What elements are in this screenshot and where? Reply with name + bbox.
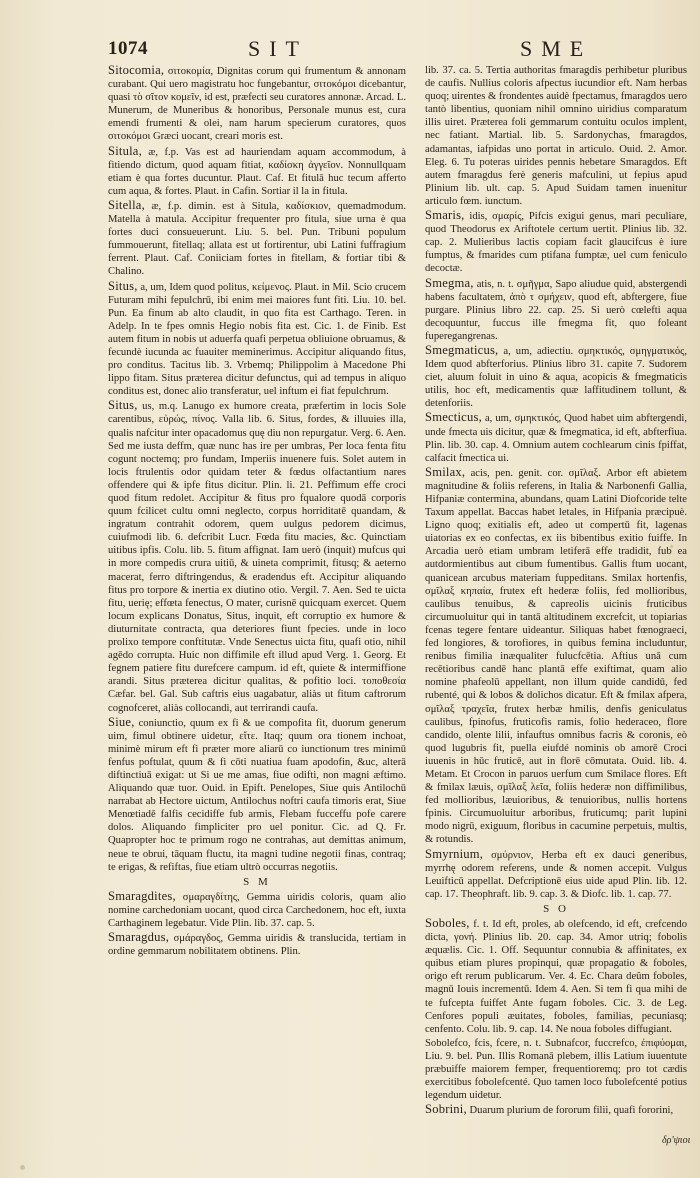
dictionary-entry xyxy=(425,209,687,275)
entry-text: Duarum plurium de fororum filii, quafi fororini, xyxy=(469,1105,674,1117)
entry-text: a, um, σμηκτικός, Quod habet uim abftergendi, unde fmecta uis dicitur, quæ & fmegmatica, id eft, abfterfiua. Plin. lib. 30. cap. 4. Omnium autem cochlearum cinis fpiffat, calfacit fmectica ui. xyxy=(425,413,687,464)
dictionary-entry xyxy=(108,145,406,198)
entry-headword: Smaris, xyxy=(425,208,465,223)
dictionary-entry xyxy=(108,280,406,399)
entry-text: σμαραγδίτης, Gemma uiridis coloris, quam alio nomine carchedoniam uocant, quod circa Carchedonem, hoc eft, iuxta Carthaginem legebatur. Vide Plin. lib. 37. cap. 5. xyxy=(108,891,406,929)
entry-headword: Situs, xyxy=(108,278,138,293)
entry-headword: Sitella, xyxy=(108,197,145,212)
page-number: 1074 xyxy=(108,38,148,59)
entry-headword: Sitocomia, xyxy=(108,63,165,77)
entry-headword: Siue, xyxy=(108,714,135,729)
entry-text: coniunctio, quum ex fi & ue compofita fit, duorum generum uim, fimul obtinere uidetur, εἴτε. Itaq; quum ora tionem inchoat, minimè mirum eft fi præter more aliarū co iunctionum tres minimū fenfus poftulat, quum & fi cōti nuatiua fuam apodofin, &uc, alterā diftinctiuā exigat: ut Si ue me amas, fiue odifti, non magni æftimo. Aliquando quæ tuor. Ouid. in Epift. Penelopes, Siue quis Antilochū narrabat ab Hectore uictum, Antilochus noftri caufa timoris erat, Siue Menœtiadē falfis cecidiffe fub armis, Flebam fucceffu pofe carere dolos. Aliquando fimpliciter pro uel ponitur. Cic. ad Q. Fr. Quapropter hoc te primum rogo ne contrahas, aut demittas animum, neue te obrui, tāquam fluctu, ita magni tudine negotii finas, contraq; te erigas, & refiftas, fiue etiam ultrò occurras negotiis. xyxy=(108,717,406,873)
right-column xyxy=(425,64,687,1164)
foxing-spot xyxy=(20,1165,25,1170)
entry-headword: Situla, xyxy=(108,143,142,158)
entry-text: æ, f.p. dimin. est à Situla, καδίσκιον, quemadmodum. Matella à matula. Accipitur frequenter pro fitula, siue urna è qua fortes duci consueuerunt. Liu. 5. bel. Pun. Tribuni populum fummouerunt, fitellaq; allata est ut fortirentur, ubi Latini fuffragium ferrent. Plaut. Caf. Coniiciam fortes in fitellam, & fortiar tibi & Chalino. xyxy=(108,200,406,278)
dictionary-entry xyxy=(425,848,687,901)
entry-text: a, um, adiectiu. σμηκτικός, σμηγματικός, Idem quod abfterforius. Plinius libro 31. capite 7. Sudorem ciet, aluum foluit in uino & aqua, acopicis & fmegmaticis utilis, hoc eft, medicamentis quæ laffitudinem tollunt, & detenforiis. xyxy=(425,345,687,410)
catchword: δρ'ψιοι xyxy=(662,1135,691,1146)
entry-text: acis, pen. genit. cor. σμῖλαξ. Arbor eft abietem magnitudine & foliis referens, in Italia & Narbonenfi Gallia, Hifpaniæ contermina, abundans, quam Latini Diofcoride telte Taxum appellat. Baccas habet letales, in Hifpania præcipuè. Ligno quoq; exitialis eft, adeo ut compertū fit, lagenas uiatorias ex eo confectas, ex iis bibentibus exitio fuiffe. In Arcadia uerò etiam umbram letiferā effe tradidit, fub ea autdormientibus aut cibum fumentibus. Gallis ftum uocant, quanicean arcubus materiam fuppeditans. Smilax hortenfis, σμῖλαξ κηπαία, frutex eft hederæ foliis, fed mollioribus, caulibus tenuibus, & capreolis uicinis fruticibus circumuoluitur qui in tantā altitudinem excrefcit, ut topiarias fcenas tegere fentare uideantur. Siliquas habet fœnograeci, fed longiores, & torofiores, in quibus femina includuntur, renibus fimilia inæqualiter fulucfcētia. Aftius unā cum recētioribus candē hanc plantā effe exiftimat, quam alio nomine phafeolū appellant, non illum quide candidū, fed rubenté, qui & lobos & dolichos dicatur. Eft & fmilax afpera, σμῖλαξ τραχεῖα, frutex herbæ hmilis, denfis geniculatus caulibus, fpinofus, fruticofis ramis, folio hederaceo, flore candido, olente lilii, infauftus omnibus facris & coronis, eò quod lugubris fit, puella eiufdé nominis ob amorē Croci iuuenis in hūc fruticē, aut in florē cōmutata. Ouid. lib. 4. Metam. Et Crocon in paruos uerfum cum Smilace flores. Eft & fmilax læuis, σμῖλαξ λεῖα, foliis hederæ non diffimilibus, fed mollioribus, læuioribus, & tenuioribus, nullis hortens fpinis. Circumuoluitur arboribus, fruticumq; parit lupini modo nigrū, exiguum, floribus in cacumine perpetuis, multis, & rotundis. xyxy=(425,467,687,846)
running-head-left: SIT xyxy=(248,36,308,61)
entry-headword: Smegma, xyxy=(425,275,474,290)
dictionary-entry xyxy=(108,716,406,874)
entry-headword: Soboles, xyxy=(425,916,470,930)
dictionary-entry xyxy=(425,411,687,464)
entry-headword: Smaragdites, xyxy=(108,888,176,903)
dictionary-entry xyxy=(425,466,687,847)
dictionary-entry xyxy=(425,64,687,208)
entry-headword: Sobrini, xyxy=(425,1102,467,1117)
dictionary-entry xyxy=(108,890,406,930)
entry-text: us, m.q. Lanugo ex humore creata, præfertim in locis Sole carentibus, εὐρώς, πίνος. Valla lib. 6. Situs, fordes, & illuuies illa, qualis nafcitur inter opacadomus quę diu non repurgatur. Verg. 6. Aen. Sed me iusta deffm, quæ nunc has ire per umbras, Per loca fenta fitu cogunt noctemq; pro fundam, Imperiis inuenere fuis. Solet autem in locis ftrulentis odor quidam teter & fœdus olfactantium nares offendere qui & ipfe fitus dicitur. Plin. li. 21. Peffimum effe croci quod fitum redolet. Accipitur & fitus pro fqualore quodā corporis quum fcilicet cultu omni neglecto, corpus horriditatē quandam, & ingratum contrahit odorem, quem uulgus pedorem dicimus, cuiufmodi lib. 6. defcribit Lucr. Fœda fitu macies, &c. Quinctiam uitibus ipfis. Colu. lib. 5. fitum affignat. Iam uerò (inquit) mufcus qui in more compedis crura uitiū, & uineta comprimit, fitusq; & aeterno macerat, ferro diftringendus, & eradendus eft. Accipitur aliquando fitus pro torpore & inertia ex diutino otio. Vergil. 7. Aen. Sed te uicta fitu, uerię; effœta fenectus, O mater, curisnē quicquam exercet. Quem locum explicans Donatus, Situs, inquit, eft corruptio ex humore & diuturnitate contracta, qua deteriores fiunt fpecies. unde in loco prolixo tempore conftitutæ. Vnde Senectus uicta fitu, quafi otio, nihil agēdo corrupta. Huic non diffimile eft illud apud Verg. 1. Georg. Et fegnem patiere fitu durefcere campum. id eft, quiete & intermiffione arandi. Situs præterea dicitur qualitas, & pofitio loci. τοποθεσία Cæfar. bel. Gal. Sub caftris eius uagabatur, aliàs ut fitum caftrorum cognofceret, aliàs collocandi, aut terrirandi caufa. xyxy=(108,401,406,714)
section-letter: S M xyxy=(243,875,271,888)
entry-text: f. t. Id eft, proles, ab olefcendo, id eft, crefcendo dicta, γονή. Plinius lib. 20. cap. 34. Amor utriq; fobolis æquælis. Cic. 1. Off. Sequuntur connubia & affinitates, ex quibus etiam plures propinqui, quæ propagatio & foboles, origo eft rerum publicarum. Ver. 4. Ec. Chara deûm foboles, magnū Iouis incrementū. Idem 4. Aen. Si tem fi qua mihi de te fufcepta fuiffet Ante fugam foboles. Cic. 3. de Leg. Cenfores populi æuitates, foboles, familias, pecuniasq; cenfento. Colu. lib. 9. cap. 14. Ne noua foboles diffugiant. xyxy=(425,919,687,1035)
entry-headword: Smilax, xyxy=(425,464,466,479)
dictionary-entry xyxy=(425,1037,687,1102)
dictionary-entry xyxy=(108,199,406,279)
dictionary-entry xyxy=(108,399,406,714)
entry-headword: Smegmaticus, xyxy=(425,342,499,357)
foxing-spot xyxy=(670,545,673,548)
entry-headword: Smaragdus, xyxy=(108,930,170,945)
dictionary-entry xyxy=(108,931,406,958)
entry-text: σιτοκομία, Dignitas corum qui frumentum & annonam curabant. Qui uero magistratu hoc fungebantur, σιτοκόμοι dicebantur, quasi τὸ σῖτον κομεῖν, id est, præfecti seu curatores annonæ. Arcad. L. Munerum, de Muneribus & honoribus, Personale munus est, cura emendi frumenti & olei, nam harum specierum curatores, quos σιτοκόμοι Græci uocant, creari moris est. xyxy=(108,66,406,143)
section-letter: S O xyxy=(543,902,569,915)
running-head-right: SME xyxy=(520,36,593,61)
entry-headword: Smecticus, xyxy=(425,410,482,425)
dictionary-entry xyxy=(108,64,406,144)
entry-text: atis, n. t. σμῆγμα, Sapo aliudue quid, abstergendi habens facultatem, ἀπὸ τ σμήχειν, quod eft, abftergere, fiue purgare. Plinius libro 22. cap. 25. Si uerò cœlefti aqua decoquuntur, fuccus ille fmegma fit, quo foleant fuperegangrenas. xyxy=(425,278,687,342)
entry-text: lib. 37. ca. 5. Tertia authoritas fmaragdis perhibetur pluribus de caufis. Nullius coloris afpectus iucundior eft. Nam herbas quoq; uirentes & frondentes auidè fpectamus, fmaragdos uero tantò libentius, quoniam nihil omnino uiridius comparatum illis uiret. Præterea foli gemmarum contuitu oculos implent, nec fatiant. Martial. lib. 5. Sardonychas, fmaragdos, adamantas, iafpidas uno portat in articulo. Ouid. 2. Amor. Eleg. 6. Tu poteras uirides pennis hebetare Smaragdos. Eft autem fmaragdus ferè generis mafculini, ut fepius apud Plinium lib. ult. cap. 5. Apud Suidam tamen inuenitur articulo fœm. iunctum. xyxy=(425,65,687,207)
dictionary-entry xyxy=(425,277,687,343)
entry-text: a, um, Idem quod politus, κείμενος. Plaut. in Mil. Scio crucem Futuram mihi fepulchrū, ibi enim mei maiores funt fiti. Liu. 10. bel. Pun. Ea finum ab alto claudit, in quo fita est Carthago. Teren. in Adelp. In te fpes omnis Hegio nobis fita est. Cic. 1. de Finib. Est autem fitum in nobis ut aduerfa quafi perpetua obliuione obruamus, & fecundè iucunda ac fuauiter meminerimus. Accipitur aliquando fitus, pro conditus. Tacitus lib. 3. Vrbemq; Philippolim à Macedone Phi lippo fitam. Situs præterea dicitur defunctus, qui ad tempus in aliquo conditus est, donec alio transferatur, uel inftum ei fiat fepulchrum. xyxy=(108,281,406,398)
left-column xyxy=(108,64,406,959)
entry-headword: Situs, xyxy=(108,398,138,413)
dictionary-entry xyxy=(425,1103,687,1117)
dictionary-entry xyxy=(425,917,687,1036)
entry-text: æ, f.p. Vas est ad hauriendam aquam accommodum, à fitiendo dictum, quod aquam fitiat, καδίσκη ἀγγεῖον. Nonnullquam etiam è qua fortes ducuntur. Plaut. Caf. Et fitulā huc tecum afferto cum aqua, & fortes. Plaut. in Cafin. Sortiar il la in fitula. xyxy=(108,146,406,197)
entry-text: Sobolefco, fcis, fcere, n. t. Subnafcor, fuccrefco, ἐπιφύομαι, Liu. 9. bel. Pun. Illis Romanā plebem, illis Latium iuuentute præbuiffe maiorem femper, frequentioremq; pro tot cædis exercitibus fobolefcenté. Quo tamen loco fubolefcenté potius legendum uidetur. xyxy=(425,1037,687,1102)
entry-text: σμάραγδος, Gemma uiridis & translucida, tertiam in ordine gemmarum nobilitatem obtinens. Plin. xyxy=(108,933,406,958)
entry-text: σμύρνιον, Herba eft ex dauci generibus, myrrhę odorem referens, unde & nomen accepit. Vulgus Leuifticū appellat. Defcriptionē eius uide apud Plin. lib. 12. cap. 17. Theophraft. lib. 9. cap. 3. & Diofc. lib. 1. cap. 77. xyxy=(425,849,687,900)
dictionary-entry xyxy=(425,344,687,410)
entry-text: idis, σμαρίς, Pifcis exigui genus, mari peculiare, quod Theodorus ex Ariftotele certum uertit. Plinius lib. 32. cap. 2. Mulieribus lactis copiam facit glaucifcus è iure fumptus, & fmarides cum ptifana fumptæ, uel cum feniculo decoctæ. xyxy=(425,211,687,275)
entry-headword: Smyrnium, xyxy=(425,846,484,861)
